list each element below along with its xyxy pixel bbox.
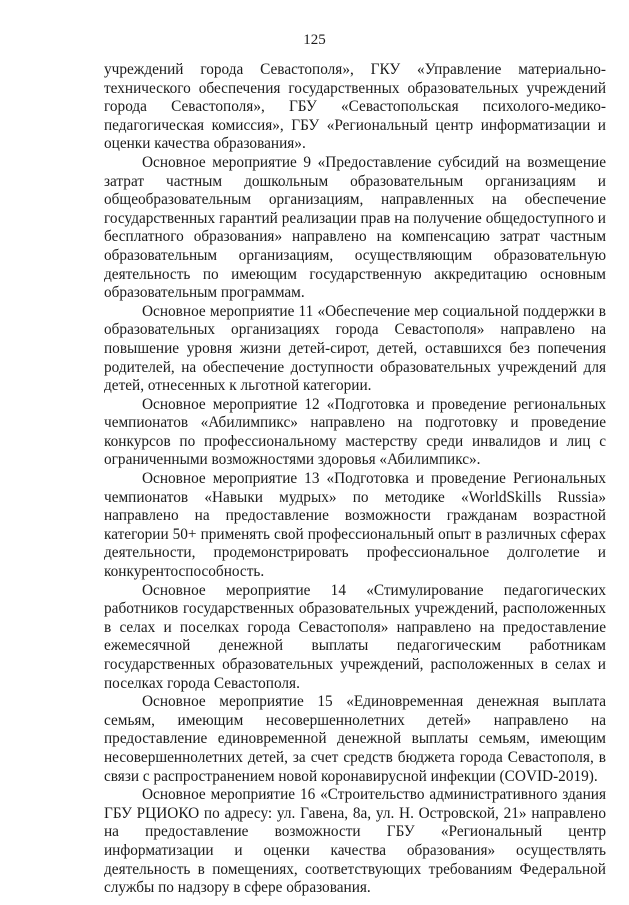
paragraph-continuation: учреждений города Севастополя», ГКУ «Управление материально-технического обеспечения государственных образовательных учреждений города Севастополя», ГБУ «Севастопольская психолого-медико-педагогическая комиссия», ГБУ «Региональный центр информатизации и оценки качества образования». bbox=[104, 61, 606, 153]
paragraph-measure-14: Основное мероприятие 14 «Стимулирование педагогических работников государственных образовательных учреждений, расположенных в селах и поселках города Севастополя» направлено на предоставление ежемесячной денежной выплаты педагогическим работникам государственных образовательных учреждений, расположенных в селах и поселках города Севастополя. bbox=[104, 581, 606, 692]
paragraph-measure-13: Основное мероприятие 13 «Подготовка и проведение Региональных чемпионатов «Навыки мудрых» по методике «WorldSkills Russia» направлено на предоставление возможности гражданам возрастной категории 50+ применять свой профессиональный опыт в различных сферах деятельности, продемонстрировать профессиональное долголетие и конкурентоспособность. bbox=[104, 470, 606, 581]
paragraph-measure-16: Основное мероприятие 16 «Строительство административного здания ГБУ РЦИОКО по адресу: ул. Гавена, 8а, ул. Н. Островской, 21» направлено на предоставление возможности ГБУ «Региональный центр информатизации и оценки качества образования» осуществлять деятельность в помещениях, соответствующих требованиям Федеральной службы по надзору в сфере образования. bbox=[104, 786, 606, 897]
paragraph-measure-15: Основное мероприятие 15 «Единовременная денежная выплата семьям, имеющим несовершеннолетних детей» направлено на предоставление единовременной денежной выплаты семьям, имеющим несовершеннолетних детей, за счет средств бюджета города Севастополя, в связи с распространением новой коронавирусной инфекции (COVID-2019). bbox=[104, 693, 606, 785]
page-number: 125 bbox=[303, 32, 326, 48]
paragraph-measure-11: Основное мероприятие 11 «Обеспечение мер социальной поддержки в образовательных организациях города Севастополя» направлено на повышение уровня жизни детей-сирот, детей, оставшихся без попечения родителей, на обеспечение доступности образовательных учреждений для детей, отнесенных к льготной категории. bbox=[104, 302, 606, 395]
paragraph-measure-12: Основное мероприятие 12 «Подготовка и проведение региональных чемпионатов «Абилимпикс» направлено на подготовку и проведение конкурсов по профессиональному мастерству среди инвалидов и лиц с ограниченными возможностями здоровья «Абилимпикс». bbox=[104, 395, 606, 469]
document-body bbox=[104, 61, 606, 898]
paragraph-measure-9: Основное мероприятие 9 «Предоставление субсидий на возмещение затрат частным дошкольным образовательным организациям и общеобразовательным организациям, направленных на обеспечение государственных гарантий реализации прав на получение общедоступного и бесплатного образования» направлено на компенсацию затрат частным образовательным организациям, осуществляющим образовательную деятельность по имеющим государственную аккредитацию основным образовательным программам. bbox=[104, 153, 606, 302]
